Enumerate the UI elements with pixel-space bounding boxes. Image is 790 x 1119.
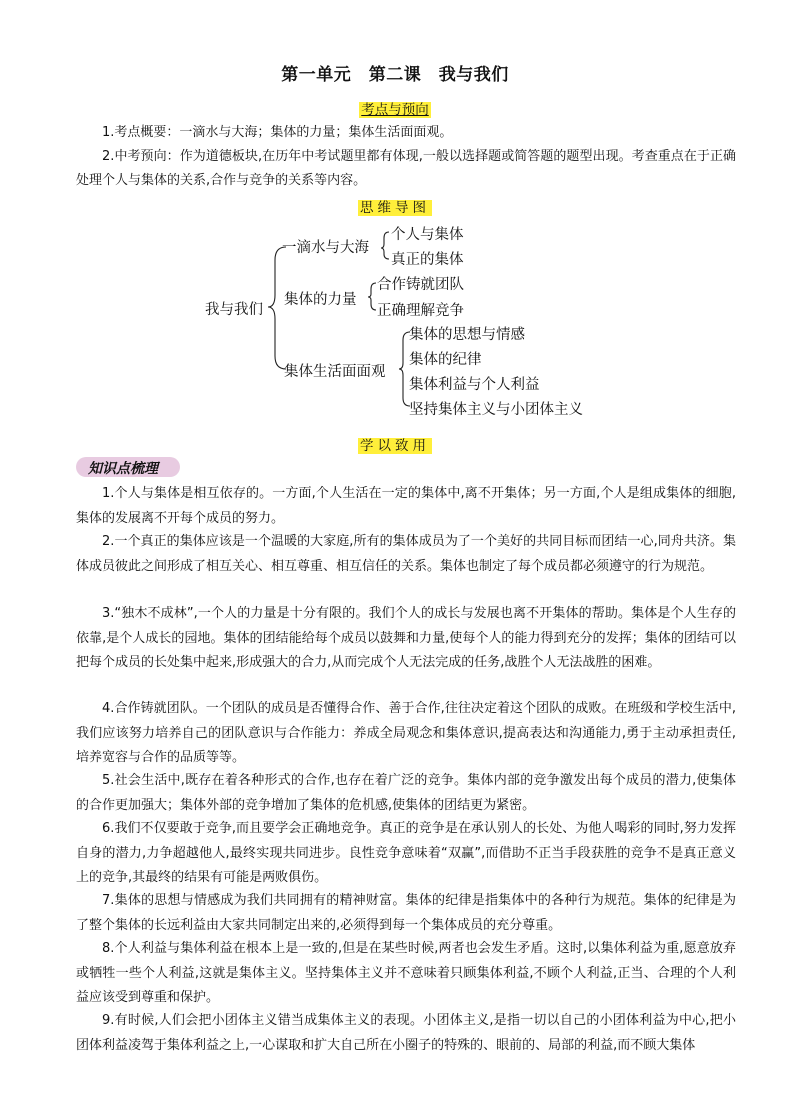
mindmap-branch-1: 一滴水与大海 — [282, 240, 369, 256]
exam-section-heading — [0, 98, 790, 118]
mindmap-branch-3: 集体生活面面观 — [284, 364, 386, 380]
mindmap-leaf-1-1: 个人与集体 — [391, 227, 464, 243]
branch1-brace — [381, 232, 389, 259]
mindmap-leaf-2-1: 合作铸就团队 — [377, 277, 464, 293]
mindmap-leaf-3-2: 集体的纪律 — [409, 352, 482, 368]
knowledge-paragraph-7: 7.集体的思想与情感成为我们共同拥有的精神财富。集体的纪律是指集体中的各种行为规范。集体的纪律是为了整个集体的长远利益由大家共同制定出来的,必须得到每一个集体成员的充分尊重。 — [76, 893, 736, 933]
knowledge-paragraph-9: 9.有时候,人们会把小团体主义错当成集体主义的表现。小团体主义,是指一切以自己的小团体利益为中心,把小团体利益凌驾于集体利益之上,一心谋取和扩大自己所在小圈子的特殊的、眼前的、局部的利益,而不顾大集体 — [76, 1013, 736, 1053]
study-heading-text: 学以致用 — [360, 438, 430, 454]
knowledge-paragraph-6: 6.我们不仅要敢于竞争,而且要学会正确地竞争。真正的竞争是在承认别人的长处、为他人喝彩的同时,努力发挥自身的潜力,力争超越他人,最终实现共同进步。良性竞争意味着“双赢”,而借助不正当手段获胜的竞争不是真正意义上的竞争,其最终的结果有可能是两败俱伤。 — [76, 821, 736, 886]
mindmap-heading-text: 思维导图 — [360, 200, 430, 216]
knowledge-paragraph-8: 8.个人利益与集体利益在根本上是一致的,但是在某些时候,两者也会发生矛盾。这时,以集体利益为重,愿意放弃或牺牲一些个人利益,这就是集体主义。坚持集体主义并不意味着只顾集体利益,不顾个人利益,正当、合理的个人利益应该受到尊重和保护。 — [76, 941, 736, 1006]
knowledge-paragraph-3: 3.“独木不成林”,一个人的力量是十分有限的。我们个人的成长与发展也离不开集体的帮助。集体是个人生存的依靠,是个人成长的园地。集体的团结能给每个成员以鼓舞和力量,使每个人的能力得到充分的发挥；集体的团结可以把每个成员的长处集中起来,形成强大的合力,从而完成个人无法完成的任务,战胜个人无法战胜的困难。 — [76, 606, 736, 671]
mindmap-branch-2: 集体的力量 — [284, 292, 357, 308]
knowledge-paragraph-1: 1.个人与集体是相互依存的。一方面,个人生活在一定的集体中,离不开集体；另一方面,个人是组成集体的细胞,集体的发展离不开每个成员的努力。 — [76, 486, 736, 526]
mindmap-leaf-1-2: 真正的集体 — [391, 252, 464, 268]
exam-section-heading-text: 考点与预向 — [361, 102, 429, 118]
exam-item-2: 2.中考预向：作为道德板块,在历年中考试题里都有体现,一般以选择题或简答题的题型出现。考查重点在于正确处理个人与集体的关系,合作与竞争的关系等内容。 — [76, 149, 736, 188]
knowledge-badge-label: 知识点梳理 — [88, 461, 158, 477]
branch2-brace — [368, 283, 376, 310]
mindmap-leaf-2-2: 正确理解竞争 — [377, 303, 464, 319]
mindmap-leaf-3-1: 集体的思想与情感 — [409, 327, 525, 343]
mindmap-root: 我与我们 — [205, 302, 263, 318]
mindmap-heading — [0, 196, 790, 216]
mindmap-leaf-3-4: 坚持集体主义与小团体主义 — [409, 402, 583, 418]
page-title: 第一单元 第二课 我与我们 — [281, 65, 509, 85]
exam-item-1: 1.考点概要：一滴水与大海；集体的力量；集体生活面面观。 — [102, 125, 453, 140]
knowledge-paragraph-4: 4.合作铸就团队。一个团队的成员是否懂得合作、善于合作,往往决定着这个团队的成败。在班级和学校生活中,我们应该努力培养自己的团队意识与合作能力：养成全局观念和集体意识,提高表达和沟通能力,勇于主动承担责任,培养宽容与合作的品质等等。 — [76, 701, 736, 766]
knowledge-badge — [76, 457, 180, 477]
mindmap-leaf-3-3: 集体利益与个人利益 — [409, 377, 540, 393]
knowledge-paragraph-5: 5.社会生活中,既存在着各种形式的合作,也存在着广泛的竞争。集体内部的竞争激发出每个成员的潜力,使集体的合作更加强大；集体外部的竞争增加了集体的危机感,使集体的团结更为紧密。 — [76, 773, 736, 813]
study-heading — [0, 434, 790, 454]
knowledge-paragraph-2: 2.一个真正的集体应该是一个温暖的大家庭,所有的集体成员为了一个美好的共同目标而团结一心,同舟共济。集体成员彼此之间形成了相互关心、相互尊重、相互信任的关系。集体也制定了每个成员都必须遵守的行为规范。 — [76, 534, 736, 574]
